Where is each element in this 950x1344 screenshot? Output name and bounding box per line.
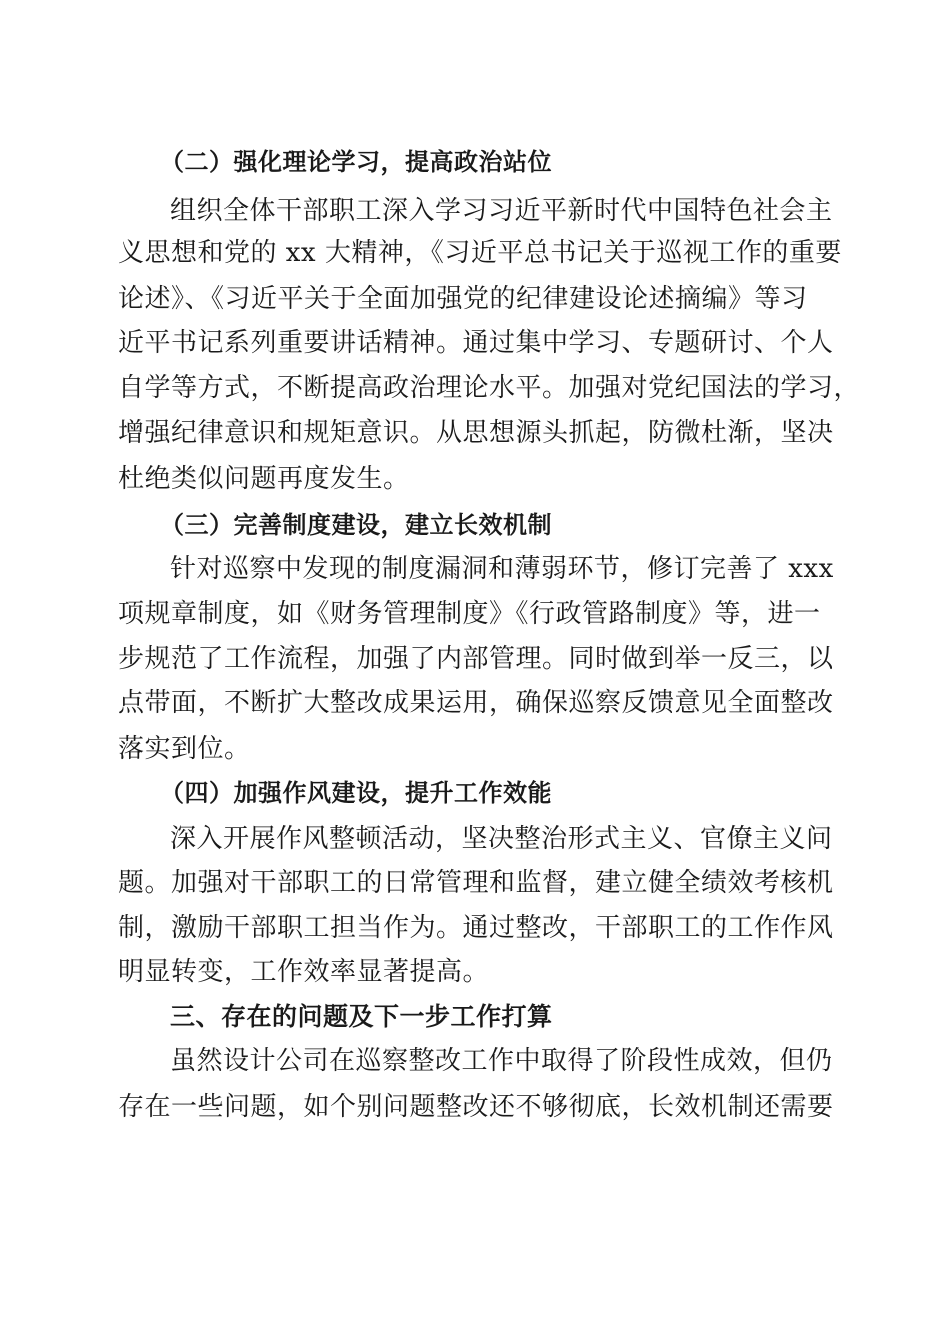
paragraph-line: 针对巡察中发现的制度漏洞和薄弱环节，修订完善了 xxx [170, 554, 834, 584]
section-2-heading: （二）强化理论学习，提高政治站位 [160, 148, 552, 176]
paragraph-line: 落实到位。 [118, 734, 251, 764]
paragraph-line: 增强纪律意识和规矩意识。从思想源头抓起，防微杜渐，坚决 [118, 418, 834, 448]
paragraph-line: 存在一些问题，如个别问题整改还不够彻底，长效机制还需要 [118, 1092, 834, 1122]
paragraph-line: 制，激励干部职工担当作为。通过整改，干部职工的工作作风 [118, 913, 834, 943]
paragraph-line: 近平书记系列重要讲话精神。通过集中学习、专题研讨、个人 [118, 328, 834, 358]
section-4-heading: （四）加强作风建设，提升工作效能 [160, 779, 552, 807]
paragraph-line: 自学等方式，不断提高政治理论水平。加强对党纪国法的学习， [118, 373, 861, 403]
paragraph-line: 明显转变，工作效率显著提高。 [118, 957, 490, 987]
paragraph-line: 深入开展作风整顿活动，坚决整治形式主义、官僚主义问 [170, 824, 833, 854]
paragraph-line: 题。加强对干部职工的日常管理和监督，建立健全绩效考核机 [118, 868, 834, 898]
paragraph-line: 虽然设计公司在巡察整改工作中取得了阶段性成效，但仍 [170, 1046, 833, 1076]
paragraph-line: 点带面，不断扩大整改成果运用，确保巡察反馈意见全面整改 [118, 688, 834, 718]
paragraph-line: 论述》、《习近平关于全面加强党的纪律建设论述摘编》等习 [118, 284, 808, 314]
paragraph-line: 杜绝类似问题再度发生。 [118, 464, 410, 494]
paragraph-line: 步规范了工作流程，加强了内部管理。同时做到举一反三，以 [118, 644, 834, 674]
paragraph-line: 义思想和党的 xx 大精神，《习近平总书记关于巡视工作的重要 [118, 238, 842, 268]
paragraph-line: 组织全体干部职工深入学习习近平新时代中国特色社会主 [170, 196, 833, 226]
part-3-heading: 三、存在的问题及下一步工作打算 [170, 1002, 553, 1031]
section-3-heading: （三）完善制度建设，建立长效机制 [160, 511, 552, 539]
paragraph-line: 项规章制度，如《财务管理制度》《行政管路制度》等，进一 [118, 599, 821, 629]
